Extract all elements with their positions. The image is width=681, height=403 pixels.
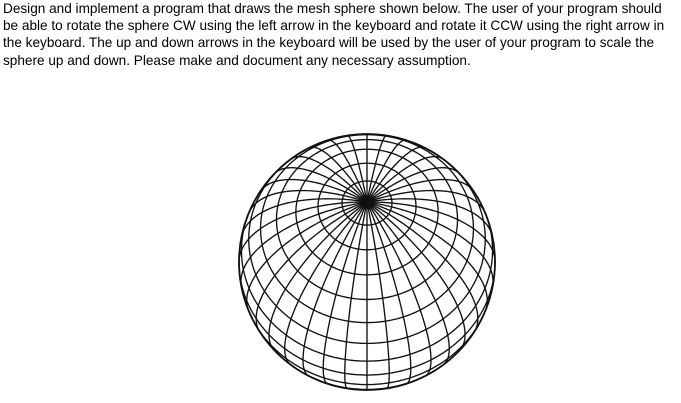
meridian-line <box>269 202 367 350</box>
meridian-line <box>367 202 465 350</box>
mesh-sphere-figure <box>210 116 510 403</box>
mesh-sphere-drawing <box>210 116 510 403</box>
north-pole <box>365 200 369 204</box>
problem-statement: Design and implement a program that draws the mesh sphere shown below. The user of your program should be able to rotate the sphere CW using the left arrow in the keyboard and rotate it CCW using the right arrow in the keyboard. The up and down arrows in the keyboard will be used by the user of your program to scale the sphere up and down. Please make and document any necessary assumption. <box>3 1 665 68</box>
